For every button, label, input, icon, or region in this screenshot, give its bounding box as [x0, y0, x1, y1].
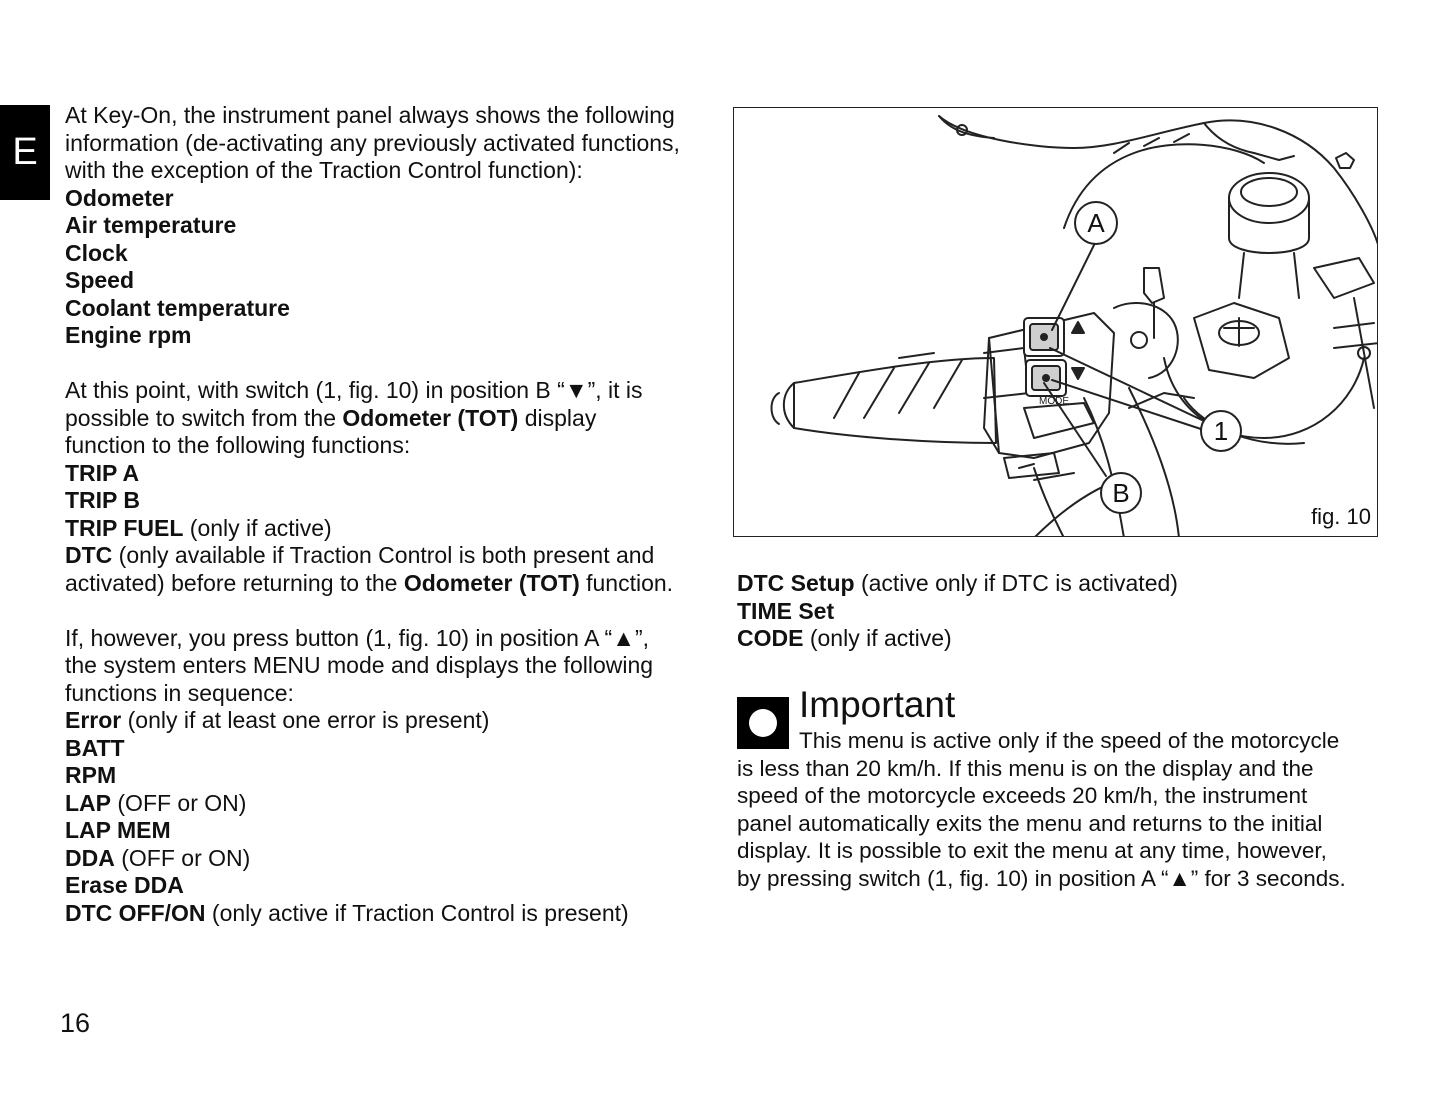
- text-line: display. It is possible to exit the menu at any time, however,: [737, 838, 1327, 863]
- text-line: This menu is active only if the speed of the motorcycle: [799, 728, 1340, 753]
- text-segment: (OFF or ON): [114, 844, 251, 871]
- function-item: [737, 570, 1392, 598]
- figure-caption: fig. 10: [1311, 504, 1371, 529]
- function-item: [65, 900, 715, 928]
- function-item: TRIP A: [65, 459, 140, 486]
- right-column: [737, 570, 1392, 653]
- text-segment: (OFF or ON): [111, 789, 247, 816]
- text-segment: (only if active): [183, 514, 332, 541]
- function-item: TIME Set: [737, 597, 835, 624]
- text-line: with the exception of the Traction Control function):: [65, 157, 583, 183]
- callout-1: 1: [1213, 416, 1229, 446]
- function-item: Air temperature: [65, 212, 237, 238]
- function-item: RPM: [65, 762, 117, 788]
- left-column: [65, 102, 715, 927]
- text-line: function to the following functions:: [65, 432, 411, 458]
- function-item: BATT: [65, 734, 125, 761]
- text-segment: possible to switch from the: [65, 404, 343, 431]
- text-segment: (only if at least one error is present): [121, 707, 490, 733]
- text-bold: CODE: [737, 625, 804, 651]
- text-segment: activated) before returning to the: [65, 569, 404, 596]
- text-line: speed of the motorcycle exceeds 20 km/h, the instrument: [737, 783, 1308, 808]
- language-tab: E: [0, 105, 50, 200]
- function-item: [737, 625, 1392, 653]
- mode-label: MODE: [1039, 396, 1069, 407]
- text-segment: (only active if Traction Control is present): [205, 899, 629, 926]
- function-item: Engine rpm: [65, 322, 192, 348]
- text-bold: Odometer (TOT): [403, 569, 580, 596]
- text-bold: Odometer (TOT): [342, 404, 519, 431]
- text-line: the system enters MENU mode and displays the following: [65, 652, 654, 678]
- text-line: is less than 20 km/h. If this menu is on the display and the: [737, 755, 1314, 781]
- text-bold: LAP: [65, 789, 111, 816]
- text-line: panel automatically exits the menu and returns to the initial: [737, 810, 1323, 836]
- function-item: TRIP B: [65, 487, 140, 513]
- text-line: At this point, with switch (1, fig. 10) in position B “▼”, it is: [65, 377, 643, 403]
- text-line: functions in sequence:: [65, 679, 294, 706]
- text-bold: DTC Setup: [737, 570, 855, 596]
- function-item: Odometer: [65, 184, 174, 211]
- function-item: Speed: [65, 267, 135, 293]
- text-bold: DDA: [65, 844, 115, 871]
- function-item: [65, 707, 715, 735]
- text-segment: display: [518, 404, 597, 431]
- function-item: [65, 542, 715, 570]
- function-item: [65, 790, 715, 818]
- text-bold: DTC OFF/ON: [65, 899, 206, 926]
- text-segment: (only if active): [803, 625, 952, 651]
- text-line: If, however, you press button (1, fig. 10) in position A “▲”,: [65, 624, 650, 651]
- function-item: Erase DDA: [65, 872, 184, 898]
- function-item: Coolant temperature: [65, 294, 290, 321]
- text-bold: TRIP FUEL: [65, 514, 184, 541]
- text-line: [65, 405, 715, 433]
- figure-10: [733, 107, 1378, 537]
- function-item: [65, 515, 715, 543]
- text-segment: function.: [579, 569, 674, 596]
- text-line: by pressing switch (1, fig. 10) in position A “▲” for 3 seconds.: [737, 865, 1346, 891]
- text-line: At Key-On, the instrument panel always shows the following: [65, 102, 675, 128]
- text-segment: (active only if DTC is activated): [854, 570, 1178, 596]
- function-item: LAP MEM: [65, 817, 171, 843]
- text-line: information (de-activating any previously activated functions,: [65, 129, 680, 156]
- function-item: Clock: [65, 239, 128, 266]
- callout-a: A: [1087, 208, 1105, 238]
- text-bold: Error: [65, 707, 122, 733]
- important-title: Important: [799, 684, 956, 725]
- page-number: 16: [60, 1008, 91, 1038]
- handlebar-switch-illustration: [734, 108, 1378, 537]
- text-segment: (only available if Traction Control is both present and: [112, 542, 655, 568]
- text-bold: DTC: [65, 542, 113, 568]
- function-item: [65, 845, 715, 873]
- callout-b: B: [1112, 478, 1130, 508]
- text-line: [65, 570, 715, 598]
- important-note: [737, 727, 1387, 892]
